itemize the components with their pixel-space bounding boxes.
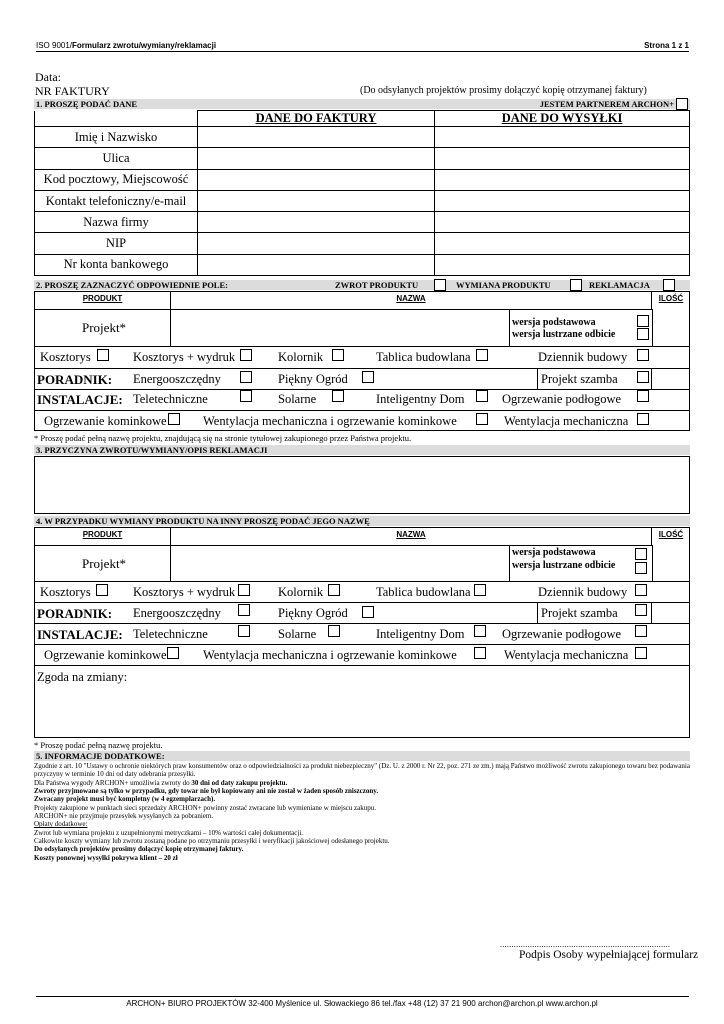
shipping-company-field[interactable] (435, 212, 690, 233)
row-label: Ulica (35, 148, 198, 169)
cost-estimate-checkbox[interactable] (96, 584, 108, 596)
item-label: Dziennik budowy (538, 585, 628, 599)
info-paragraph: Całkowite koszty wymiany lub zwrotu zostaną podane po otrzymaniu przesyłki i weryfikacji jakościowej odesłanego projektu. (34, 837, 390, 846)
row-label: Kontakt telefoniczny/e-mail (35, 190, 198, 211)
installations-label: INSTALACJE: (37, 392, 123, 407)
color-chart-checkbox[interactable] (328, 584, 340, 596)
shipping-name-field[interactable] (435, 127, 690, 148)
shipping-postal-field[interactable] (435, 169, 690, 190)
floor-heating-checkbox[interactable] (637, 390, 649, 402)
item-label: Piękny Ogród (278, 606, 348, 620)
info-paragraph: ARCHON+ nie przyjmuje przesyłek wysyłanych za pobraniem. (34, 812, 214, 821)
item-label: Wentylacja mechaniczna (504, 414, 629, 428)
version-basic-label: wersja podstawowa (512, 317, 596, 328)
version-basic-checkbox[interactable] (635, 548, 647, 560)
item-label: Kosztorys + wydruk (133, 350, 236, 364)
reason-textarea[interactable] (34, 456, 690, 514)
invoice-postal-field[interactable] (198, 169, 435, 190)
item-label: Teletechniczne (133, 627, 208, 641)
item-label: Ogrzewanie podłogowe (502, 392, 622, 406)
additional-info (34, 762, 694, 862)
item-label: Piękny Ogród (278, 372, 348, 386)
name-column-header: NAZWA (396, 294, 426, 303)
item-label: Solarne (278, 392, 317, 406)
color-chart-checkbox[interactable] (332, 349, 344, 361)
invoice-note: (Do odsyłanych projektów prosimy dołączyć kopię otrzymanej faktury) (360, 85, 647, 96)
item-label: Wentylacja mechaniczna i ogrzewanie kominkowe (203, 414, 457, 428)
customer-data-table (34, 110, 690, 276)
section-1-title: 1. PROSZĘ PODAĆ DANE (36, 99, 138, 109)
ventilation-fireplace-checkbox[interactable] (474, 647, 486, 659)
header-rule (36, 51, 689, 52)
site-board-checkbox[interactable] (476, 349, 488, 361)
version-mirror-label: wersja lustrzane odbicie (512, 329, 616, 340)
partner-label: JESTEM PARTNEREM ARCHON+ (539, 99, 674, 109)
version-mirror-label: wersja lustrzane odbicie (512, 560, 616, 571)
cost-estimate-checkbox[interactable] (97, 349, 109, 361)
telecom-checkbox[interactable] (238, 625, 250, 637)
version-mirror-checkbox[interactable] (637, 328, 649, 340)
consent-box[interactable] (34, 665, 690, 738)
item-label: Kosztorys (40, 350, 91, 364)
item-label: Projekt szamba (541, 372, 618, 386)
qty-column-header: ILOŚĆ (658, 530, 684, 539)
invoice-contact-field[interactable] (198, 190, 435, 211)
site-log-checkbox[interactable] (635, 584, 647, 596)
footnote: * Proszę podać pełną nazwę projektu. (34, 740, 163, 750)
info-paragraph: Opłaty dodatkowe: (34, 820, 88, 829)
version-mirror-checkbox[interactable] (635, 562, 647, 574)
info-paragraph: Zgodnie z art. 10 "Ustawy o ochronie niektórych praw konsumentów oraz o odpowiedzialności za produkt niebezpieczny" (Dz. U. z 2000 r. Nr 22, poz. 271 ze zm.) mają Państwo możliwość zwrotu zakupionego towaru bez podawania przyczyny w terminie 10 dni od daty odebrania przesyłki. (34, 762, 690, 779)
footer-rule (36, 996, 689, 997)
section-2-title: 2. PROSZĘ ZAZNACZYĆ ODPOWIEDNIE POLE: (36, 280, 228, 290)
ventilation-checkbox[interactable] (635, 647, 647, 659)
item-label: Inteligentny Dom (376, 627, 465, 641)
info-paragraph: Projekty zakupione w punktach sieci sprzedaży ARCHON+ powinny zostać zwracane lub wymieniane w miejscu zakupu. (34, 803, 376, 812)
shipping-contact-field[interactable] (435, 190, 690, 211)
section-1-header (34, 99, 690, 109)
floor-heating-checkbox[interactable] (635, 625, 647, 637)
qty-column-header: ILOŚĆ (658, 294, 684, 303)
consent-label: Zgoda na zmiany: (37, 670, 128, 684)
return-checkbox[interactable] (434, 279, 446, 291)
fireplace-heating-checkbox[interactable] (168, 413, 180, 425)
telecom-checkbox[interactable] (240, 390, 252, 402)
energy-efficient-checkbox[interactable] (240, 371, 252, 383)
item-label: Teletechniczne (133, 392, 208, 406)
item-label: Kosztorys + wydruk (133, 585, 236, 599)
product-column-header: PRODUKT (82, 294, 123, 303)
date-label: Data: (35, 70, 61, 84)
version-basic-checkbox[interactable] (637, 315, 649, 327)
guide-label: PORADNIK: (37, 606, 113, 621)
invoice-company-field[interactable] (198, 212, 435, 233)
info-paragraph: Zwroty przyjmowane są tylko w przypadku, gdy towar nie był kopiowany ani nie został w żaden sposób zniszczony. (34, 787, 379, 796)
complaint-option-label: REKLAMACJA (589, 280, 650, 290)
cost-print-checkbox[interactable] (240, 349, 252, 361)
shipping-column-header: DANE DO WYSYŁKI (435, 111, 690, 127)
septic-tank-checkbox[interactable] (637, 371, 649, 383)
item-label: Projekt szamba (541, 606, 618, 620)
section-5-header (34, 751, 690, 761)
info-paragraph: Zwrot lub wymiana projektu z uzupełnionymi metryczkami – 10% wartości całej dokumentacji. (34, 828, 304, 837)
row-label: Imię i Nazwisko (35, 127, 198, 148)
site-board-checkbox[interactable] (474, 584, 486, 596)
guide-label: PORADNIK: (37, 372, 113, 387)
fireplace-heating-checkbox[interactable] (167, 647, 179, 659)
item-label: Solarne (278, 627, 317, 641)
info-paragraph: Koszty ponownej wysyłki pokrywa klient – 20 zł (34, 853, 178, 862)
shipping-nip-field[interactable] (435, 233, 690, 254)
row-label: Kod pocztowy, Miejscowość (35, 169, 198, 190)
section-3-header (34, 445, 690, 455)
invoice-name-field[interactable] (198, 127, 435, 148)
return-option-label: ZWROT PRODUKTU (335, 280, 419, 290)
row-label: NIP (35, 233, 198, 254)
info-paragraph: Dla Państwa wygody ARCHON+ umożliwia zwroty do 30 dni od daty zakupu projektu. (34, 778, 288, 787)
item-label: Ogrzewanie kominkowe (44, 414, 167, 428)
info-paragraph: Do odsyłanych projektów prosimy dołączyć kopię otrzymanej faktury. (34, 845, 244, 854)
exchange-option-label: WYMIANA PRODUKTU (456, 280, 551, 290)
item-label: Wentylacja mechaniczna i ogrzewanie kominkowe (203, 648, 457, 662)
invoice-number-label: NR FAKTURY (35, 84, 110, 98)
page-footer: ARCHON+ BIURO PROJEKTÓW 32-400 Myślenice ul. Słowackiego 86 tel./fax +48 (12) 37 21 900 archon@archon.pl www.archon.pl (126, 999, 598, 1008)
item-label: Dziennik budowy (538, 350, 628, 364)
invoice-bank-field[interactable] (198, 254, 435, 275)
project-name-field[interactable] (171, 310, 510, 346)
footnote: * Proszę podać pełną nazwę projektu, znajdującą się na stronie tytułowej zakupionego przez Państwa projektu. (34, 433, 412, 443)
garden-checkbox[interactable] (362, 606, 374, 618)
section-5-title: 5. INFORMACJE DODATKOWE: (36, 751, 165, 761)
smart-home-checkbox[interactable] (474, 625, 486, 637)
solar-checkbox[interactable] (328, 625, 340, 637)
septic-tank-checkbox[interactable] (635, 604, 647, 616)
document-title: ISO 9001/Formularz zwrotu/wymiany/reklamacji (36, 41, 217, 50)
name-column-header: NAZWA (396, 530, 426, 539)
item-label: Kolornik (278, 585, 324, 599)
row-label: Nr konta bankowego (35, 254, 198, 275)
shipping-street-field[interactable] (435, 148, 690, 169)
invoice-column-header: DANE DO FAKTURY (198, 111, 435, 127)
item-label: Ogrzewanie podłogowe (502, 627, 622, 641)
section-4-title: 4. W PRZYPADKU WYMIANY PRODUKTU NA INNY PROSZĘ PODAĆ JEGO NAZWĘ (36, 516, 370, 526)
garden-checkbox[interactable] (362, 371, 374, 383)
project-label: Projekt* (82, 556, 127, 571)
smart-home-checkbox[interactable] (476, 390, 488, 402)
item-label: Energooszczędny (133, 372, 221, 386)
ventilation-fireplace-checkbox[interactable] (476, 413, 488, 425)
item-label: Inteligentny Dom (376, 392, 465, 406)
cost-print-checkbox[interactable] (238, 584, 250, 596)
version-basic-label: wersja podstawowa (512, 547, 596, 558)
complaint-checkbox[interactable] (663, 279, 675, 291)
solar-checkbox[interactable] (332, 390, 344, 402)
item-label: Ogrzewanie kominkowe (44, 648, 167, 662)
product-column-header: PRODUKT (82, 530, 123, 539)
section-4-header (34, 516, 690, 526)
item-label: Tablica budowlana (376, 350, 471, 364)
signature-label: Podpis Osoby wypełniającej formularz (519, 949, 699, 961)
item-label: Wentylacja mechaniczna (504, 648, 629, 662)
section-3-title: 3. PRZYCZYNA ZWROTU/WYMIANY/OPIS REKLAMACJI (36, 445, 268, 455)
new-project-name-field[interactable] (171, 546, 510, 581)
page-header (36, 41, 689, 50)
info-paragraph: Zwracany projekt musi być kompletny (w 4 egzemplarzach). (34, 795, 216, 804)
shipping-bank-field[interactable] (435, 254, 690, 275)
ventilation-checkbox[interactable] (637, 413, 649, 425)
item-label: Energooszczędny (133, 606, 221, 620)
item-label: Tablica budowlana (376, 585, 471, 599)
installations-label: INSTALACJE: (37, 627, 123, 642)
item-label: Kolornik (278, 350, 324, 364)
project-label: Projekt* (82, 320, 127, 335)
energy-efficient-checkbox[interactable] (238, 604, 250, 616)
invoice-street-field[interactable] (198, 148, 435, 169)
partner-checkbox[interactable] (676, 98, 688, 110)
invoice-nip-field[interactable] (198, 233, 435, 254)
site-log-checkbox[interactable] (637, 349, 649, 361)
item-label: Kosztorys (40, 585, 91, 599)
signature-line[interactable]: .......................................................................... (500, 940, 671, 949)
row-label: Nazwa firmy (35, 212, 198, 233)
exchange-checkbox[interactable] (570, 279, 582, 291)
page-number: Strona 1 z 1 (644, 41, 689, 50)
